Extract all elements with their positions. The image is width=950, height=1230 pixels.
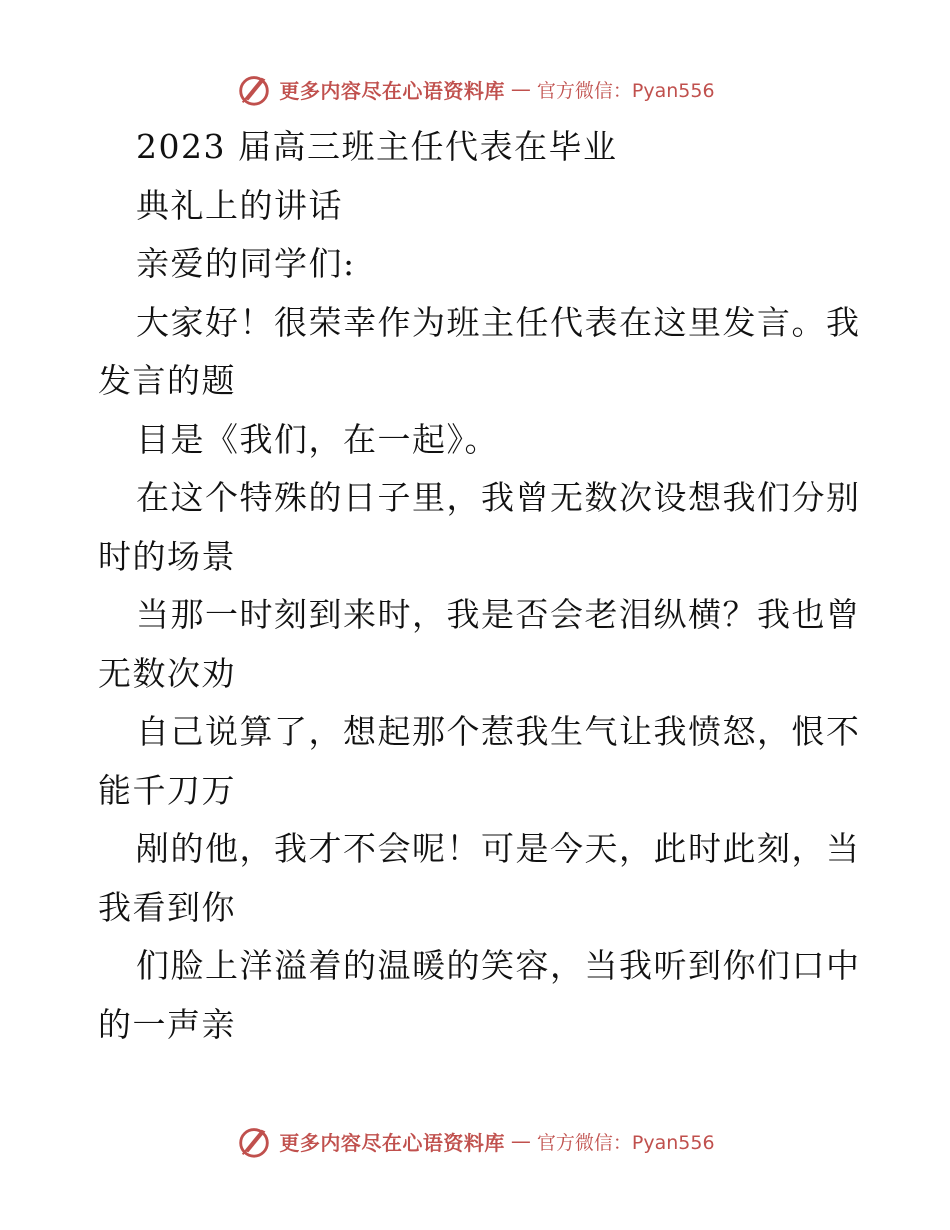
header-watermark bbox=[0, 70, 950, 108]
watermark-wechat: 官方微信：Pyan556 bbox=[536, 79, 715, 102]
text-line: 大家好！很荣幸作为班主任代表在这里发言。我 bbox=[136, 302, 861, 342]
text-line: 们脸上洋溢着的温暖的笑容，当我听到你们口中 bbox=[136, 946, 861, 985]
text-line: 当那一时刻到来时，我是否会老泪纵横？我也曾 bbox=[136, 595, 861, 634]
watermark-text: 更多内容尽在心语资料库 bbox=[279, 78, 505, 103]
watermark-text: 更多内容尽在心语资料库 bbox=[279, 1130, 505, 1155]
text-line: 亲爱的同学们: bbox=[136, 244, 356, 283]
text-line: 典礼上的讲话 bbox=[136, 185, 343, 225]
text-line: 无数次劝 bbox=[98, 653, 236, 693]
watermark-dash: — bbox=[510, 77, 531, 101]
text-line: 2023 届高三班主任代表在毕业 bbox=[136, 127, 618, 166]
footer-watermark bbox=[0, 1122, 950, 1160]
text-line: 发言的题 bbox=[98, 361, 236, 400]
text-line: 的一声亲 bbox=[98, 1004, 236, 1044]
text-line: 能千刀万 bbox=[98, 770, 236, 810]
text-line: 剐的他，我才不会呢！可是今天，此时此刻，当 bbox=[136, 829, 861, 868]
quill-pen-circle-icon bbox=[235, 70, 273, 108]
text-line: 在这个特殊的日子里，我曾无数次设想我们分别 bbox=[136, 478, 861, 517]
quill-pen-circle-icon bbox=[235, 1122, 273, 1160]
text-line: 我看到你 bbox=[98, 887, 236, 927]
text-line: 时的场景 bbox=[98, 536, 236, 576]
document-body bbox=[98, 118, 861, 1054]
text-line: 自己说算了，想起那个惹我生气让我愤怒，恨不 bbox=[136, 712, 861, 751]
text-line: 目是《我们，在一起》。 bbox=[136, 419, 499, 459]
watermark-wechat: 官方微信：Pyan556 bbox=[536, 1131, 715, 1154]
watermark-dash: — bbox=[510, 1129, 531, 1153]
